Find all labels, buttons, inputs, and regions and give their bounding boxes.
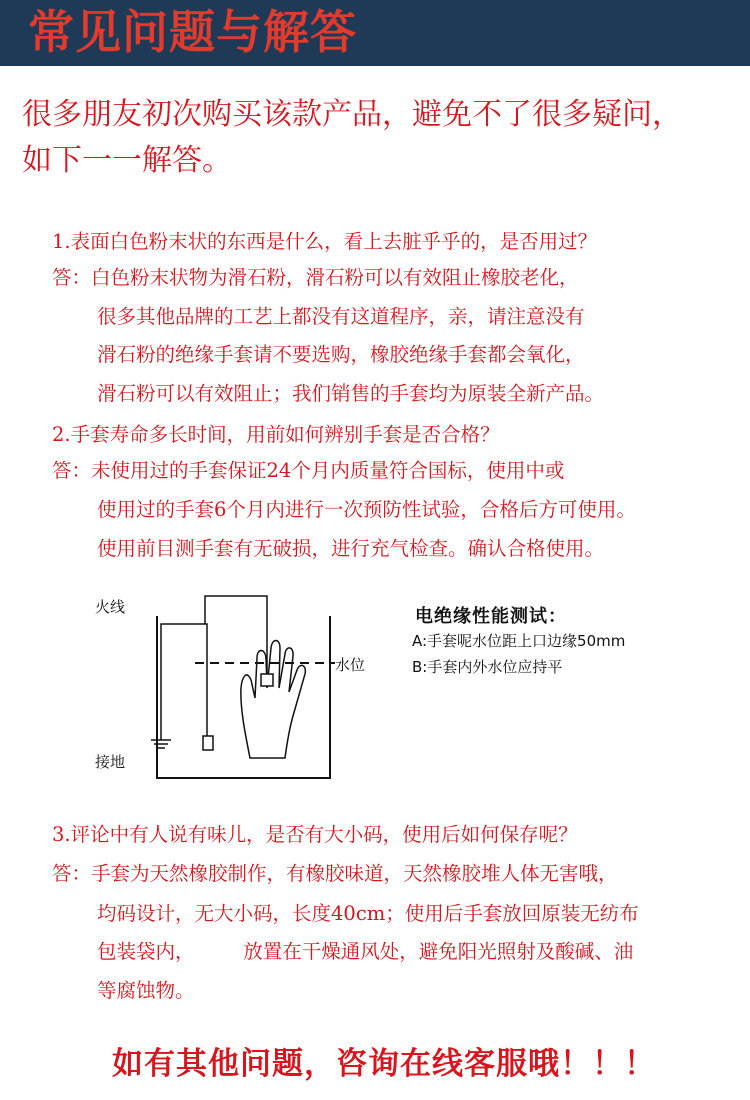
answer-3-line-1: 答：手套为天然橡胶制作，有橡胶味道，天然橡胶堆人体无害哦， [52, 862, 618, 885]
live-wire-label: 火线 [95, 598, 126, 616]
answer-3-line-2: 均码设计，无大小码，长度40cm；使用后手套放回原装无纺布 [97, 902, 639, 925]
ground-wire [161, 624, 207, 740]
answer-3-line-3: 包装袋内， 放置在干燥通风处，避免阳光照射及酸碱、油 [97, 940, 634, 963]
insulation-test-diagram [95, 588, 715, 788]
test-item-a: A:手套呢水位距上口边缘50mm [412, 632, 626, 650]
live-wire [205, 596, 267, 680]
answer-3-line-4: 等腐蚀物。 [97, 979, 195, 1002]
water-tank [157, 616, 330, 778]
test-setup-illustration [95, 588, 715, 788]
answer-1-line-4: 滑石粉可以有效阻止；我们销售的手套均为原装全新产品。 [97, 382, 605, 405]
test-title: 电绝缘性能测试： [415, 606, 567, 627]
question-2: 2.手套寿命多长时间，用前如何辨别手套是否合格？ [52, 423, 500, 446]
ground-electrode [203, 736, 213, 750]
intro-line-1: 很多朋友初次购买该款产品，避免不了很多疑问， [22, 97, 682, 132]
answer-2-line-2: 使用过的手套6个月内进行一次预防性试验，合格后方可使用。 [97, 498, 636, 521]
test-item-b: B:手套内外水位应持平 [412, 658, 563, 676]
answer-2-line-3: 使用前目测手套有无破损，进行充气检查。确认合格使用。 [97, 537, 605, 560]
contact-service-note: 如有其他问题，咨询在线客服哦！！！ [112, 1046, 656, 1082]
water-level-label: 水位 [335, 656, 366, 674]
intro-text [22, 92, 737, 184]
answer-1-line-1: 答：白色粉末状物为滑石粉，滑石粉可以有效阻止橡胶老化， [52, 266, 579, 289]
ground-label: 接地 [95, 753, 126, 771]
question-1: 1.表面白色粉末状的东西是什么，看上去脏乎乎的，是否用过？ [52, 230, 598, 253]
question-3: 3.评论中有人说有味儿，是否有大小码，使用后如何保存呢？ [52, 823, 578, 846]
live-electrode [261, 674, 273, 686]
answer-1-line-3: 滑石粉的绝缘手套请不要选购，橡胶绝缘手套都会氧化， [97, 343, 585, 366]
page-title: 常见问题与解答 [28, 5, 357, 59]
header-bar [0, 0, 750, 66]
answer-1-line-2: 很多其他品牌的工艺上都没有这道程序，亲，请注意没有 [97, 305, 585, 328]
glove-hand [241, 641, 305, 759]
answer-2-line-1: 答：未使用过的手套保证24个月内质量符合国标，使用中或 [52, 459, 565, 482]
intro-line-2: 如下一一解答。 [22, 143, 232, 178]
